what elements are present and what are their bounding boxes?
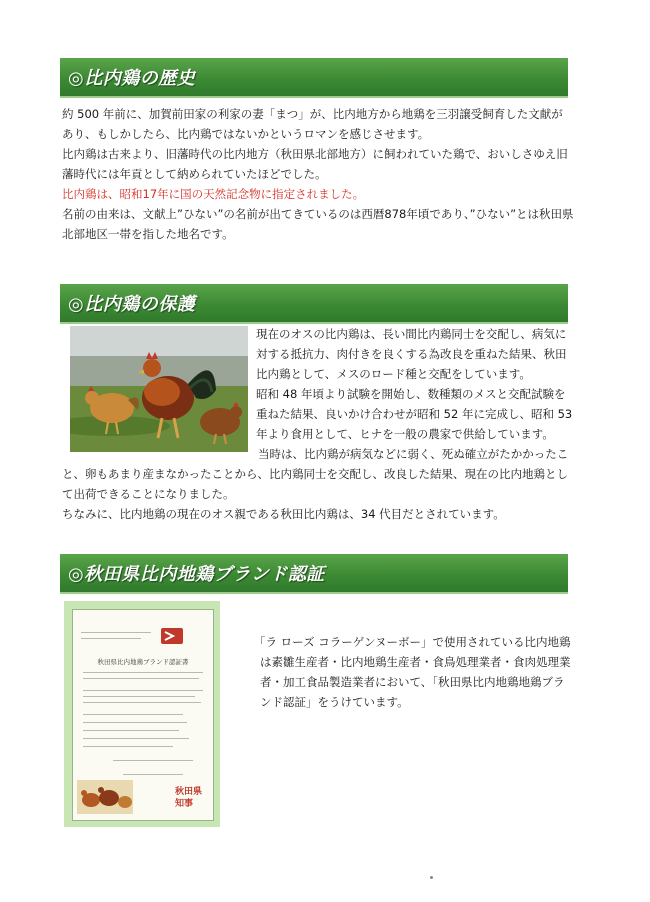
history-paragraph-origin: 約 500 年前に、加賀前田家の利家の妻「まつ」が、比内地方から地鶏を三羽譲受飼育した文献があり、もしかしたら、比内鶏ではないかというロマンを感じさせます。 <box>62 107 563 141</box>
certificate-logo <box>161 628 183 644</box>
history-paragraph-tribute: 比内鶏は古来より、旧藩時代の比内地方（秋田県北部地方）に飼われていた鶏で、おいしさゆえ旧藩時代には年貢として納められていたほどでした。 <box>62 147 568 181</box>
chickens-illustration <box>70 326 248 452</box>
brand-section-title: ◎秋田県比内地鶏ブランド認証 <box>68 564 325 585</box>
brand-section-header <box>60 554 568 594</box>
brand-body <box>254 632 574 712</box>
brand-paragraph-certification: 「ラ ローズ コラーゲンヌーボー」で使用されている比内地鶏は素雛生産者・比内地鶏生産者・食鳥処理業者・食肉処理業者・加工食品製造業者において、「秋田県比内地鶏地鶏ブランド認証」をうけています。 <box>254 635 571 709</box>
protection-section-header <box>60 284 568 324</box>
certificate-paper <box>72 609 214 821</box>
history-body <box>62 104 574 244</box>
certificate-seal: 秋田県知事 <box>175 787 203 809</box>
protection-section-title: ◎比内鶏の保護 <box>68 294 196 315</box>
chickens-photo <box>70 326 248 452</box>
protection-paragraph-breeding: 現在のオスの比内鶏は、長い間比内鶏同士を交配し、病気に対する抵抗力、肉付きを良くする為改良を重ねた結果、秋田比内鶏として、メスのロード種と交配をしています。 <box>256 327 567 381</box>
protection-paragraph-generation: ちなみに、比内地鶏の現在のオス親である秋田比内鶏は、34 代目だとされています。 <box>62 507 505 521</box>
history-section-header <box>60 58 568 98</box>
history-paragraph-name-origin: 名前の由来は、文献上”ひない”の名前が出てきているのは西暦878年頃であり、”ひない”とは秋田県北部地区一帯を指した地名です。 <box>62 207 574 241</box>
protection-paragraph-history: 当時は、比内鶏が病気などに弱く、死ぬ確立がたかかったこと、卵もあまり産まなかったことから、比内鶏同士を交配し、改良した結果、現在の比内地鶏として出荷できることになりました。 <box>62 447 569 501</box>
history-paragraph-monument: 比内鶏は、昭和17年に国の天然記念物に指定されました。 <box>62 187 365 201</box>
brand-certificate-image <box>64 601 220 827</box>
certificate-chicken-illustration <box>77 780 133 814</box>
page-mark <box>430 876 433 879</box>
protection-body-bottom <box>62 444 574 524</box>
history-section-title: ◎比内鶏の歴史 <box>68 68 196 89</box>
protection-paragraph-trials: 昭和 48 年頃より試験を開始し、数種類のメスと交配試験を重ねた結果、良いかけ合わせが昭和 52 年に完成し、昭和 53 年より食用として、ヒナを一般の農家で供給しています。 <box>256 387 573 441</box>
certificate-title: 秋田県比内地鶏ブランド認証書 <box>97 658 189 666</box>
protection-body-top <box>256 324 574 444</box>
